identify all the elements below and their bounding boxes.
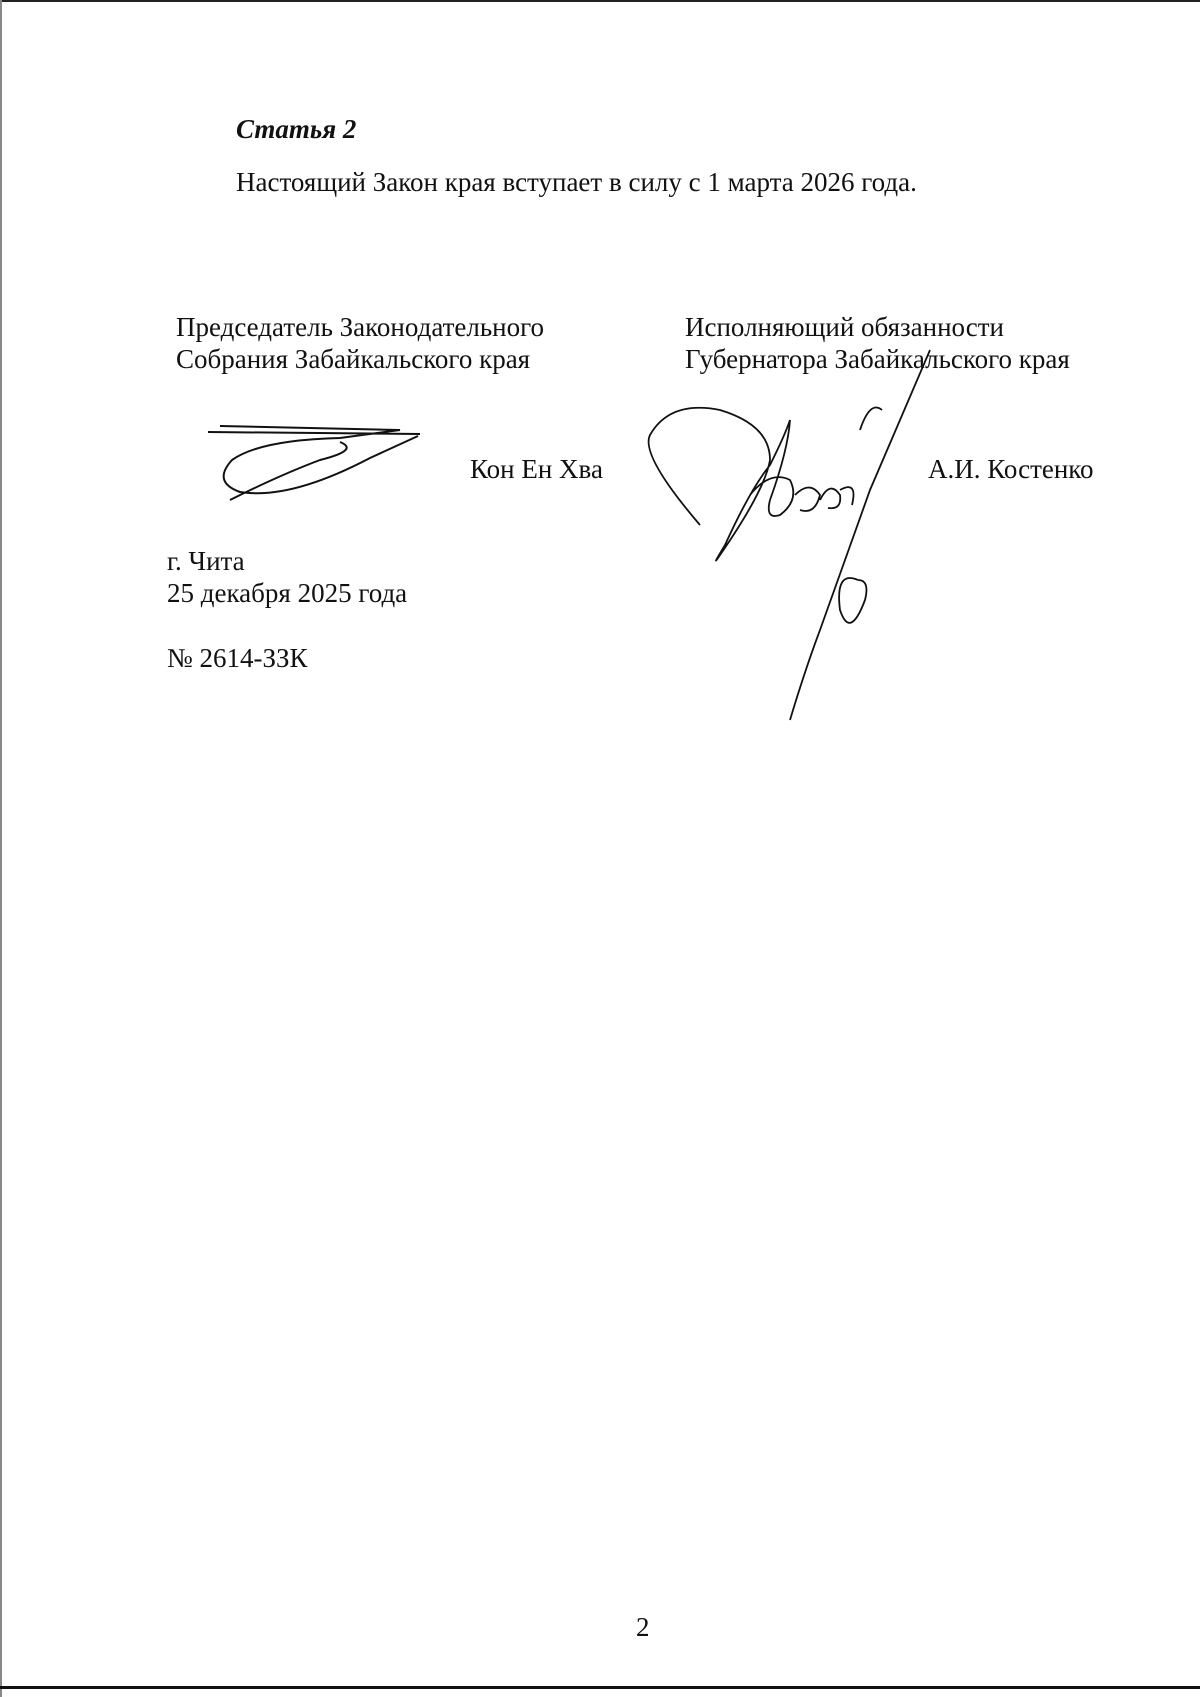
left-signatory-name: Кон Ен Хва — [470, 454, 603, 484]
place: г. Чита — [167, 546, 245, 576]
right-signatory-title-line2: Губернатора Забайкальского края — [685, 344, 1070, 374]
article-heading: Статья 2 — [236, 114, 357, 144]
right-signatory-name: А.И. Костенко — [928, 454, 1094, 484]
right-signatory-title-line1: Исполняющий обязанности — [685, 312, 1004, 342]
right-signature — [630, 340, 950, 740]
left-signatory-title-line1: Председатель Законодательного — [176, 312, 545, 342]
article-body: Настоящий Закон края вступает в силу с 1 марта 2026 года. — [236, 167, 917, 197]
left-signature — [200, 420, 430, 510]
page-number: 2 — [636, 1612, 650, 1642]
scan-edge-top — [0, 0, 1200, 2]
left-signatory-title-line2: Собрания Забайкальского края — [176, 344, 531, 374]
date: 25 декабря 2025 года — [167, 578, 408, 608]
scan-edge-left — [0, 0, 2, 1697]
scan-edge-bottom — [0, 1686, 1200, 1689]
document-number: № 2614-ЗЗК — [167, 643, 308, 673]
